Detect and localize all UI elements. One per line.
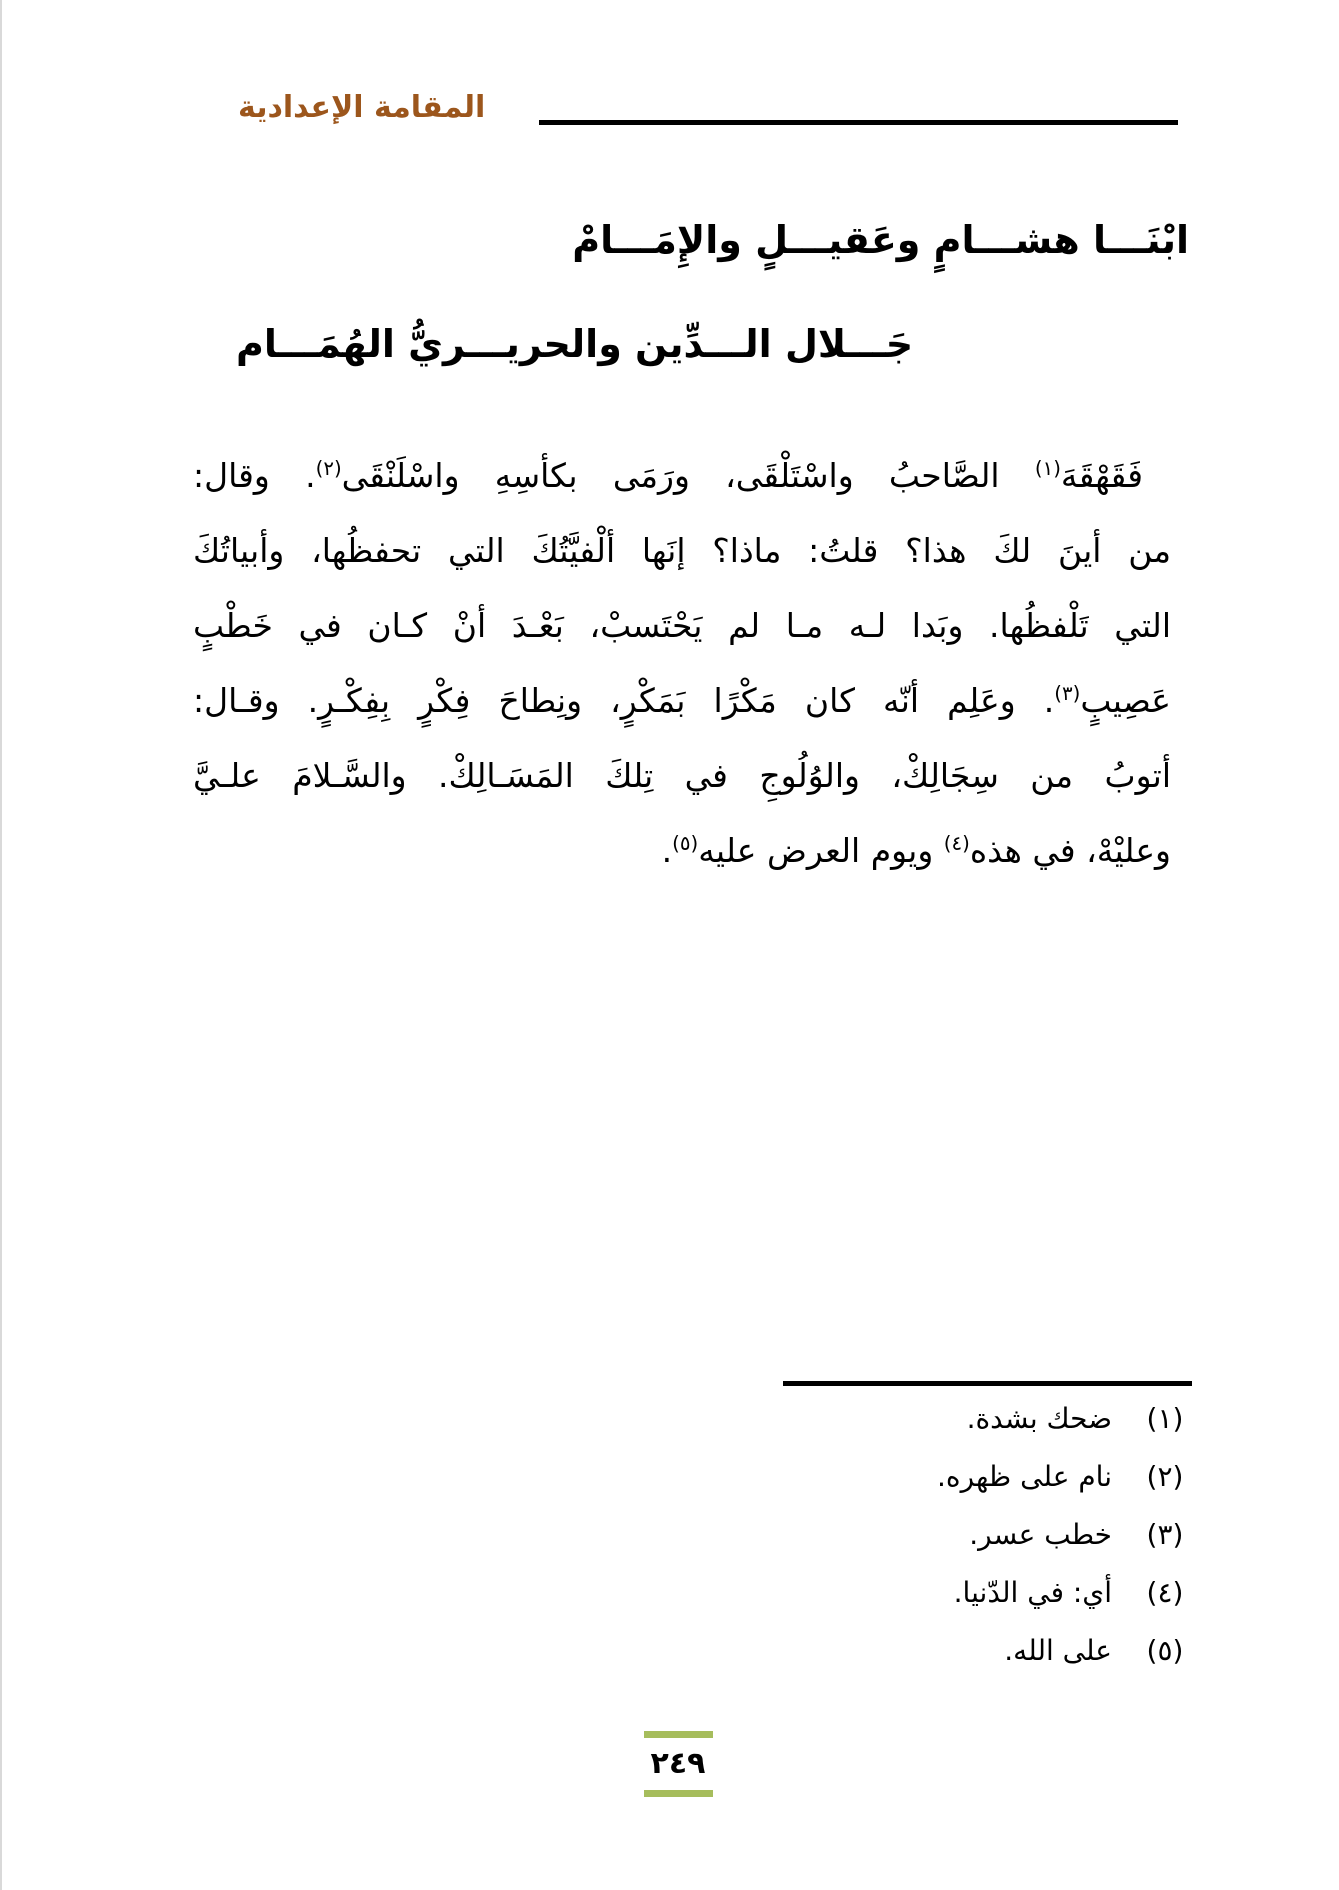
footnote-item [937,1518,1192,1576]
poem-hemistich-2: جَـــلال الـــدِّين والحريـــريُّ الهُمَـــام [236,322,914,366]
body-line: وعليْهْ، في هذه$^{(٤)}$ ويوم العرض عليه$^{(٥)}$. [661,831,1171,870]
body-paragraph [193,438,1171,888]
footnote-item [937,1634,1192,1692]
footnote-text: على الله. [1004,1634,1112,1667]
footnote-item [937,1576,1192,1634]
body-line: التي تَلْفظُها. وبَدا لـه مـا لم يَحْتَسبْ، بَعْـدَ أنْ كـان في خَطْبٍ [193,606,1171,645]
header-rule [539,120,1178,125]
footer-rule-bottom [644,1790,713,1797]
footnote-marker: (١) [1146,1402,1184,1435]
page-footer [628,1731,728,1797]
footnote-marker: (٣) [1146,1518,1184,1551]
footnote-item [937,1402,1192,1460]
footnote-marker: (٢) [1146,1460,1184,1493]
poem-hemistich-1: ابْنَـــا هشـــامٍ وعَقيـــلٍ والإِمَـــامْ [572,218,1189,262]
footnote-text: خطب عسر. [969,1518,1112,1551]
footer-rule-top [644,1731,713,1738]
footnote-marker: (٥) [1146,1634,1184,1667]
footnote-text: أي: في الدّنيا. [953,1576,1112,1609]
page-edge-shadow [0,0,2,1890]
footnote-separator-rule [783,1381,1192,1386]
body-line: عَصِيبٍ$^{(٣)}$. وعَلِم أنّه كان مَكْرًا بَمَكْرٍ، ونِطاحَ فِكْرٍ بِفِكْـرٍ. وقـال: [193,681,1171,720]
body-line: فَقَهْقَهَ$^{(١)}$ الصَّاحبُ واسْتَلْقَى، ورَمَى بكأسِهِ واسْلَنْقَى$^{(٢)}$. وقال: [193,456,1143,495]
body-line: أتوبُ من سِجَالِكْ، والوُلُوجِ في تِلكَ المَسَـالِكْ. والسَّـلامَ علـيَّ [193,756,1171,795]
footnote-text: نام على ظهره. [937,1460,1112,1493]
footnote-item [937,1460,1192,1518]
footnote-marker: (٤) [1146,1576,1184,1609]
body-line: من أينَ لكَ هذا؟ قلتُ: ماذا؟ إنَها ألْفيَّتُكَ التي تحفظُها، وأبياتُكَ [193,531,1171,570]
footnotes-list [937,1402,1192,1692]
footnote-text: ضحك بشدة. [966,1402,1112,1435]
page-number: ٢٤٩ [650,1746,706,1781]
chapter-title: المقامة الإعدادية [238,90,486,125]
